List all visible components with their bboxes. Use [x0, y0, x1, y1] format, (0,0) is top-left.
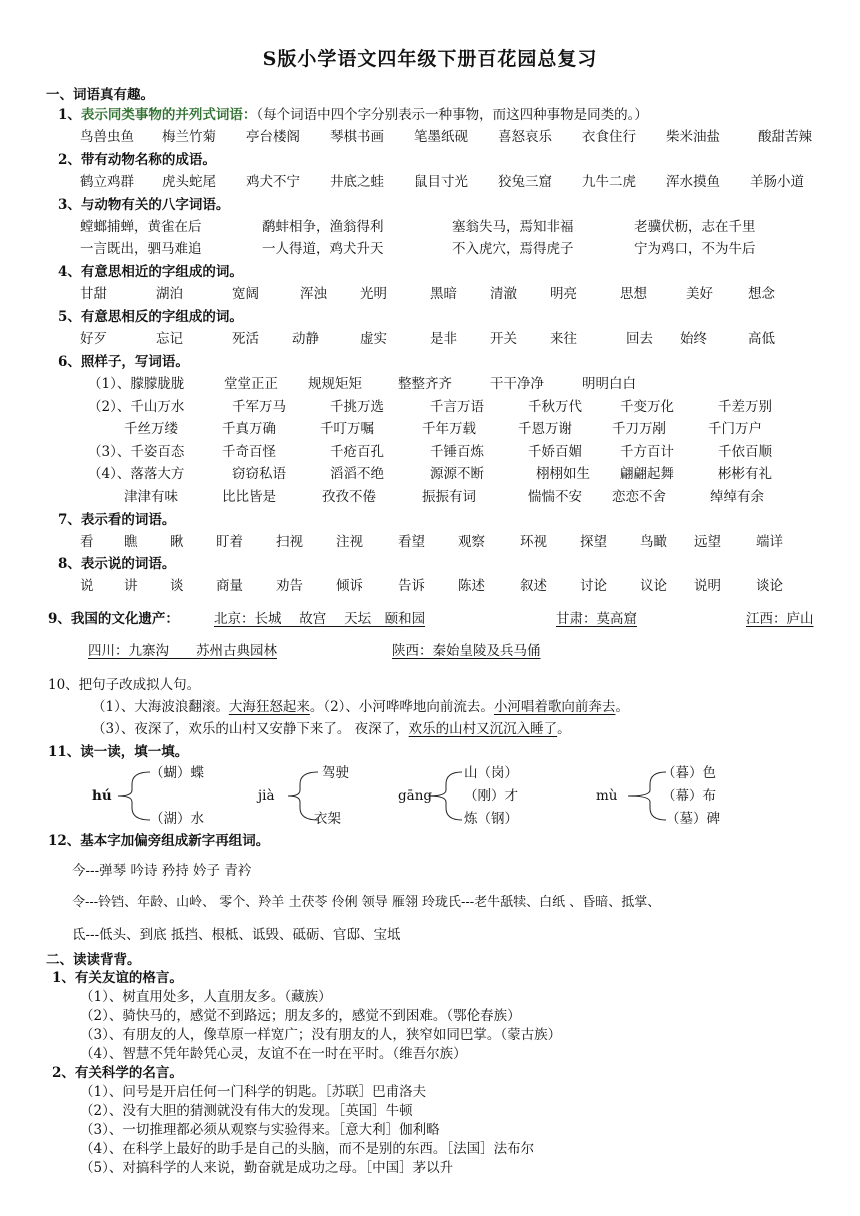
- p2-heading: 2、有关科学的名言。: [52, 1065, 183, 1081]
- pinyin-mu: mù: [596, 788, 618, 804]
- word-item: 千门万户: [708, 421, 762, 437]
- word-item: 鸡犬不宁: [246, 174, 300, 190]
- phrase-item: 一人得道，鸡犬升天: [262, 241, 384, 257]
- phrase-item: 不入虎穴，焉得虎子: [452, 241, 574, 257]
- word-item: 动静: [292, 331, 319, 347]
- word-item: 好歹: [80, 331, 107, 347]
- word-item: 堂堂正正: [224, 376, 278, 392]
- word-item: 津津有味: [124, 489, 178, 505]
- heritage-jiangxi: 江西：庐山: [746, 611, 814, 627]
- word-item: 井底之蛙: [330, 174, 384, 190]
- word-item: 千依百顺: [718, 444, 772, 460]
- word-item: 虚实: [360, 331, 387, 347]
- q1-heading: [58, 106, 648, 124]
- answer-text: 大海狂怒起来: [228, 699, 310, 715]
- word-item: 栩栩如生: [536, 466, 590, 482]
- fill-mu-bottom: （墓）碑: [666, 811, 720, 827]
- word-item: 扫视: [276, 534, 303, 550]
- word-item: 想念: [748, 286, 775, 302]
- word-item: 千秋万代: [528, 399, 582, 415]
- word-item: 规规矩矩: [308, 376, 362, 392]
- word-item: 忘记: [156, 331, 183, 347]
- answer-text: 小河唱着歌向前奔去: [493, 699, 616, 715]
- q6-heading: 6、照样子，写词语。: [58, 354, 189, 370]
- heritage-beijing: 北京：长城 故宫 天坛 颐和园: [214, 611, 426, 627]
- word-item: 宽阔: [232, 286, 259, 302]
- word-item: 彬彬有礼: [718, 466, 772, 482]
- q5-heading: 5、有意思相反的字组成的词。: [58, 309, 243, 325]
- word-item: 鸟瞰: [640, 534, 667, 550]
- phrase-item: 宁为鸡口，不为牛后: [634, 241, 756, 257]
- word-item: 孜孜不倦: [322, 489, 376, 505]
- q1-number: 1、: [58, 107, 81, 123]
- word-item: 湖泊: [156, 286, 183, 302]
- q10-heading: 10、把句子改成拟人句。: [48, 677, 201, 693]
- word-item: 议论: [640, 578, 667, 594]
- word-item: 酸甜苦辣: [758, 129, 812, 145]
- word-item: 千差万别: [718, 399, 772, 415]
- section-heading-2: 二、读读背背。: [46, 952, 141, 968]
- p1-item: （4）、智慧不凭年龄凭心灵，友谊不在一时在平时。（维吾尔族）: [80, 1046, 467, 1062]
- heritage-sichuan: 四川：九寨沟 苏州古典园林: [88, 643, 277, 659]
- word-item: 来往: [550, 331, 577, 347]
- word-item: 千挑万选: [330, 399, 384, 415]
- word-item: 商量: [216, 578, 243, 594]
- heritage-gansu: 甘肃：莫高窟: [556, 611, 637, 627]
- word-item: 高低: [748, 331, 775, 347]
- word-item: 是非: [430, 331, 457, 347]
- word-item: （3）、千姿百态: [88, 444, 185, 460]
- sentence-text: 。: [557, 721, 571, 737]
- word-item: 劝告: [276, 578, 303, 594]
- word-item: 千恩万谢: [518, 421, 572, 437]
- word-item: 看: [80, 534, 94, 550]
- word-item: 笔墨纸砚: [414, 129, 468, 145]
- word-item: （1）、朦朦胧胧: [88, 376, 185, 392]
- fill-gang-top: 山（岗）: [464, 765, 518, 781]
- word-item: 叙述: [520, 578, 547, 594]
- word-item: 窃窃私语: [232, 466, 286, 482]
- word-item: 千锤百炼: [430, 444, 484, 460]
- word-item: 千方百计: [620, 444, 674, 460]
- word-item: 甘甜: [80, 286, 107, 302]
- q1-note: （每个词语中四个字分别表示一种事物，而这四种事物是同类的。）: [256, 107, 648, 123]
- q12-line3: 氐---低头、到底 抵挡、根柢、诋毁、砥砺、官邸、宝坻: [72, 927, 401, 943]
- word-item: 注视: [336, 534, 363, 550]
- p2-item: （1）、问号是开启任何一门科学的钥匙。［苏联］巴甫洛夫: [80, 1084, 427, 1100]
- q10-line2: [92, 720, 571, 738]
- word-item: 琴棋书画: [330, 129, 384, 145]
- word-item: 思想: [620, 286, 647, 302]
- word-item: 回去: [626, 331, 653, 347]
- word-item: 千叮万嘱: [320, 421, 374, 437]
- word-item: 明亮: [550, 286, 577, 302]
- q11-heading: 11、读一读，填一填。: [48, 744, 189, 760]
- word-item: 振振有词: [422, 489, 476, 505]
- word-item: 源源不断: [430, 466, 484, 482]
- q3-heading: 3、与动物有关的八字词语。: [58, 197, 230, 213]
- q12-line1: 今---弹琴 吟诗 矜持 妗子 青衿: [72, 863, 252, 879]
- fill-jia-top: 驾驶: [322, 765, 349, 781]
- word-item: 翩翩起舞: [620, 466, 674, 482]
- word-item: 恋恋不舍: [612, 489, 666, 505]
- word-item: 美好: [686, 286, 713, 302]
- word-item: 光明: [360, 286, 387, 302]
- word-item: 虎头蛇尾: [162, 174, 216, 190]
- fill-jia-bottom: 衣架: [314, 811, 341, 827]
- word-item: 千言万语: [430, 399, 484, 415]
- word-item: 亭台楼阁: [246, 129, 300, 145]
- word-item: 说: [80, 578, 94, 594]
- word-item: 谈论: [756, 578, 783, 594]
- word-item: 干干净净: [490, 376, 544, 392]
- word-item: 狡兔三窟: [498, 174, 552, 190]
- word-item: 讨论: [580, 578, 607, 594]
- fill-gang-mid: （刚）才: [464, 788, 518, 804]
- word-item: 柴米油盐: [666, 129, 720, 145]
- sentence-text: （1）、大海波浪翻滚。: [92, 699, 229, 715]
- word-item: 端详: [756, 534, 783, 550]
- q12-heading: 12、基本字加偏旁组成新字再组词。: [48, 833, 270, 849]
- p2-item: （5）、对搞科学的人来说，勤奋就是成功之母。［中国］茅以升: [80, 1160, 454, 1176]
- phrase-item: 老骥伏枥，志在千里: [634, 219, 756, 235]
- p1-heading: 1、有关友谊的格言。: [52, 970, 183, 986]
- word-item: 千真万确: [222, 421, 276, 437]
- word-item: 鹤立鸡群: [80, 174, 134, 190]
- sentence-text: 。: [615, 699, 629, 715]
- phrase-item: 鹬蚌相争，渔翁得利: [262, 219, 384, 235]
- word-item: 滔滔不绝: [330, 466, 384, 482]
- q12-line2: 令---铃铛、年龄、山岭、 零个、羚羊 土茯苓 伶俐 领导 雁翎 玲珑氏---老牛舐犊、白纸 、昏暗、抵掌、: [72, 895, 661, 910]
- word-item: 明明白白: [582, 376, 636, 392]
- word-item: 告诉: [398, 578, 425, 594]
- word-item: 千年万载: [422, 421, 476, 437]
- fill-gang-bottom: 炼（钢）: [464, 811, 518, 827]
- word-item: 观察: [458, 534, 485, 550]
- word-item: 鸟兽虫鱼: [80, 129, 134, 145]
- word-item: 千变万化: [620, 399, 674, 415]
- sentence-text: 。（2）、小河哗哗地向前流去。: [309, 699, 494, 715]
- word-item: 比比皆是: [222, 489, 276, 505]
- p2-item: （2）、没有大胆的猜测就没有伟大的发现。［英国］牛顿: [80, 1103, 413, 1119]
- fill-hu-bottom: （湖）水: [150, 811, 204, 827]
- word-item: 看望: [398, 534, 425, 550]
- word-item: 绰绰有余: [710, 489, 764, 505]
- word-item: 衣食住行: [582, 129, 636, 145]
- word-item: 整整齐齐: [398, 376, 452, 392]
- word-item: 惴惴不安: [528, 489, 582, 505]
- answer-text: 欢乐的山村又沉沉入睡了: [408, 721, 558, 737]
- word-item: 千丝万缕: [124, 421, 178, 437]
- pinyin-jia: jià: [258, 788, 275, 804]
- section-heading: 一、词语真有趣。: [46, 87, 154, 103]
- fill-hu-top: （蝴）蝶: [150, 765, 204, 781]
- fill-mu-top: （暮）色: [662, 765, 716, 781]
- q9-heading: 9、我国的文化遗产：: [48, 611, 179, 627]
- q4-heading: 4、有意思相近的字组成的词。: [58, 264, 243, 280]
- p1-item: （3）、有朋友的人，像草原一样宽广；没有朋友的人，狭窄如同巴掌。（蒙古族）: [80, 1027, 562, 1043]
- phrase-item: 螳螂捕蝉，黄雀在后: [80, 219, 202, 235]
- q1-hint: 表示同类事物的并列式词语：: [80, 107, 257, 123]
- word-item: 九牛二虎: [582, 174, 636, 190]
- word-item: 千娇百媚: [528, 444, 582, 460]
- word-item: 清澈: [490, 286, 517, 302]
- word-item: 陈述: [458, 578, 485, 594]
- pinyin-hu: hú: [92, 788, 112, 804]
- p2-item: （3）、一切推理都必须从观察与实验得来。［意大利］伽利略: [80, 1122, 440, 1138]
- word-item: 梅兰竹菊: [162, 129, 216, 145]
- word-item: 千奇百怪: [222, 444, 276, 460]
- word-item: 远望: [694, 534, 721, 550]
- word-item: 鼠目寸光: [414, 174, 468, 190]
- p2-item: （4）、在科学上最好的助手是自己的头脑，而不是别的东西。［法国］法布尔: [80, 1141, 535, 1157]
- word-item: 死活: [232, 331, 259, 347]
- word-item: 说明: [694, 578, 721, 594]
- word-item: 探望: [580, 534, 607, 550]
- word-item: 始终: [680, 331, 707, 347]
- word-item: （4）、落落大方: [88, 466, 185, 482]
- word-item: 盯着: [216, 534, 243, 550]
- word-item: 浑水摸鱼: [666, 174, 720, 190]
- word-item: 千疮百孔: [330, 444, 384, 460]
- p1-item: （2）、骑快马的，感觉不到路远；朋友多的，感觉不到困难。（鄂伦春族）: [80, 1008, 521, 1024]
- q8-heading: 8、表示说的词语。: [58, 556, 176, 572]
- heritage-shaanxi: 陕西：秦始皇陵及兵马俑: [392, 643, 541, 659]
- word-item: 环视: [520, 534, 547, 550]
- word-item: 喜怒哀乐: [498, 129, 552, 145]
- word-item: 讲: [124, 578, 138, 594]
- p1-item: （1）、树直用处多，人直朋友多。（藏族）: [80, 989, 332, 1005]
- word-item: （2）、千山万水: [88, 399, 185, 415]
- pinyin-gang: gāng: [398, 788, 433, 804]
- word-item: 谈: [170, 578, 184, 594]
- word-item: 千刀万剐: [612, 421, 666, 437]
- page-title: S版小学语文四年级下册百花园总复习: [262, 48, 598, 70]
- word-item: 千军万马: [232, 399, 286, 415]
- word-item: 瞧: [124, 534, 138, 550]
- word-item: 羊肠小道: [750, 174, 804, 190]
- word-item: 瞅: [170, 534, 184, 550]
- word-item: 开关: [490, 331, 517, 347]
- word-item: 倾诉: [336, 578, 363, 594]
- fill-mu-mid: （幕）布: [662, 788, 716, 804]
- word-item: 浑浊: [300, 286, 327, 302]
- word-item: 黑暗: [430, 286, 457, 302]
- q10-line1: [92, 698, 629, 716]
- q7-heading: 7、表示看的词语。: [58, 512, 176, 528]
- phrase-item: 塞翁失马，焉知非福: [452, 219, 574, 235]
- sentence-text: （3）、夜深了，欢乐的山村又安静下来了。 夜深了，: [92, 721, 409, 737]
- q2-heading: 2、带有动物名称的成语。: [58, 152, 216, 168]
- phrase-item: 一言既出，驷马难追: [80, 241, 202, 257]
